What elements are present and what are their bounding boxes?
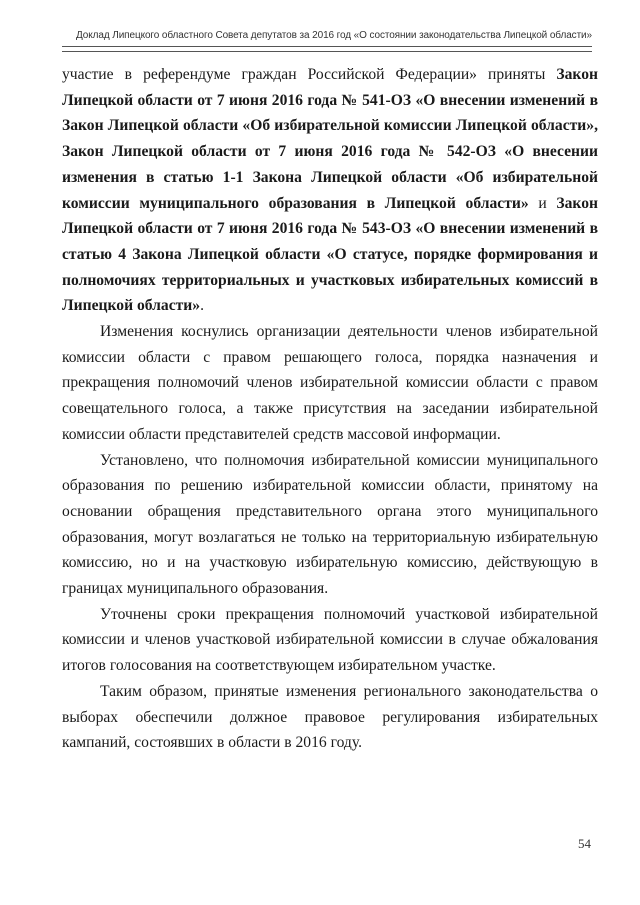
running-header: Доклад Липецкого областного Совета депутатов за 2016 год «О состоянии законодательства Липецкой области» (75, 30, 592, 41)
paragraph-2: Изменения коснулись организации деятельности членов избирательной комиссии области с правом решающего голоса, порядка назначения и прекращения полномочий членов избирательной комиссии области с правом совещательного голоса, а также присутствия на заседании избирательной комиссии области представителей средств массовой информации. (62, 323, 598, 443)
paragraph-4: Уточнены сроки прекращения полномочий участковой избирательной комиссии и членов участковой избирательной комиссии в случае обжалования итогов голосования на соответствующем избирательном участке. (62, 605, 598, 675)
paragraph-5: Таким образом, принятые изменения регионального законодательства о выборах обеспечили должное правовое регулирования избирательных кампаний, состоявших в области в 2016 году. (62, 682, 598, 752)
paragraph-1-end: . (200, 297, 204, 315)
law-541-oz: Закон Липецкой области от 7 июня 2016 года № 541-ОЗ «О внесении изменений в Закон Липецкой области «Об избирательной комиссии Липецкой области», Закон Липецкой области от 7 июня 2016 года № 542-ОЗ «О внесении изменения в статью 1-1 Закона Липецкой области «Об избирательной комиссии муниципального образования в Липецкой области» (62, 66, 598, 212)
header-double-rule (62, 46, 592, 52)
paragraph-1-conjunction: и (528, 194, 557, 212)
paragraph-1 (62, 62, 598, 319)
body-text (62, 62, 598, 756)
page-number: 54 (578, 836, 591, 851)
paragraph-3: Установлено, что полномочия избирательной комиссии муниципального образования по решению избирательной комиссии области, принятому на основании обращения представительного органа этого муниципального образования, могут возлагаться не только на территориальную избирательную комиссию, но и на участковую избирательную комиссию, действующую в границах муниципального образования. (62, 451, 598, 598)
law-543-oz: Закон Липецкой области от 7 июня 2016 года № 543-ОЗ «О внесении изменений в статью 4 Закона Липецкой области «О статусе, порядке формирования и полномочиях территориальных и участковых избирательных комиссий в Липецкой области» (62, 194, 598, 315)
paragraph-1-lead: участие в референдуме граждан Российской Федерации» приняты (62, 66, 557, 83)
